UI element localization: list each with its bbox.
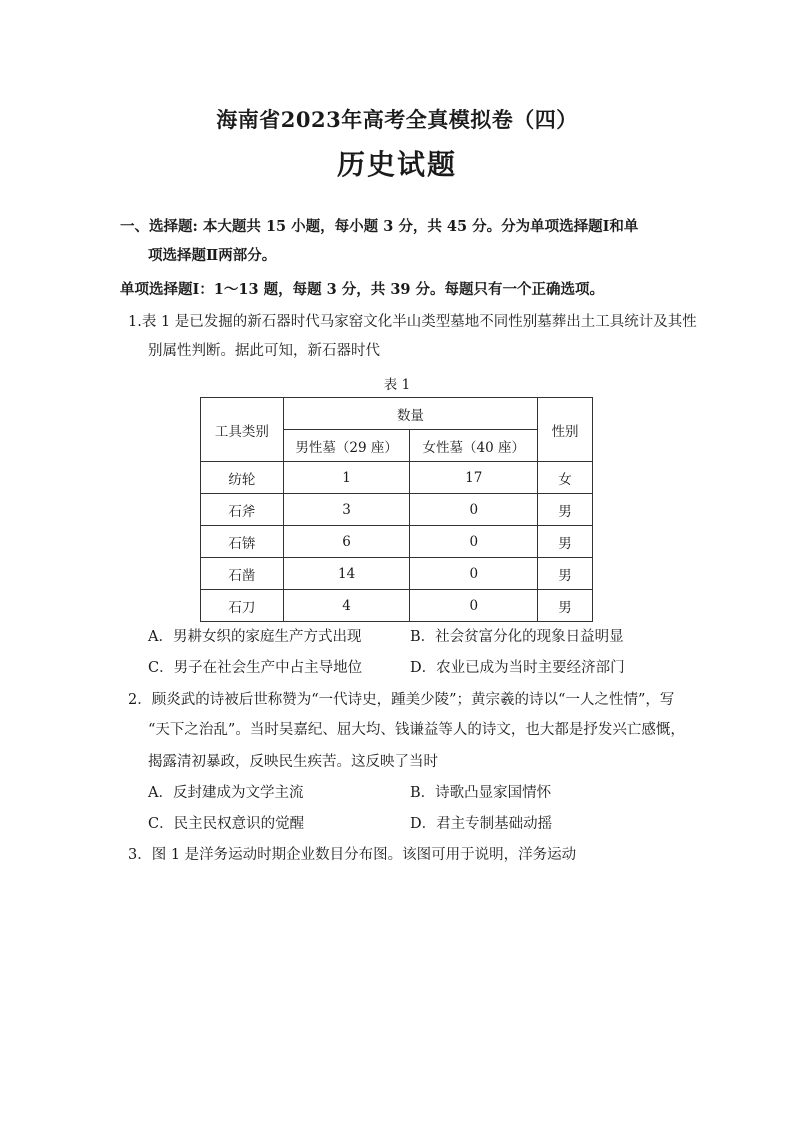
table-row xyxy=(201,462,593,494)
cell-tool: 纺轮 xyxy=(201,462,284,494)
header-tool-type: 工具类别 xyxy=(201,398,284,462)
table-header-row xyxy=(201,398,593,430)
exam-subject-title: 历史试题 xyxy=(336,148,457,181)
cell-male: 14 xyxy=(283,558,410,590)
q2-stem-line1: 2．顾炎武的诗被后世称赞为“一代诗史，踵美少陵”；黄宗羲的诗以“一人之性情”，写 xyxy=(128,692,675,708)
cell-female: 0 xyxy=(410,494,538,526)
header-male-tombs: 男性墓（29 座） xyxy=(283,430,410,462)
cell-tool: 石凿 xyxy=(201,558,284,590)
table-row xyxy=(201,526,593,558)
q1-stem-line2: 别属性判断。据此可知，新石器时代 xyxy=(148,343,380,359)
cell-female: 0 xyxy=(410,526,538,558)
table-row xyxy=(201,494,593,526)
section-heading-line2: 项选择题Ⅱ两部分。 xyxy=(148,247,277,264)
q1-option-d[interactable]: D．农业已成为当时主要经济部门 xyxy=(410,660,625,676)
cell-male: 3 xyxy=(283,494,410,526)
q2-option-c[interactable]: C．民主民权意识的觉醒 xyxy=(148,816,305,832)
header-quantity: 数量 xyxy=(283,398,537,430)
part1-instruction: 单项选择题Ⅰ：1～13 题，每题 3 分，共 39 分。每题只有一个正确选项。 xyxy=(120,281,605,298)
cell-female: 17 xyxy=(410,462,538,494)
q2-stem-line2: “天下之治乱”。当时吴嘉纪、屈大均、钱谦益等人的诗文，也大都是抒发兴亡感慨， xyxy=(148,722,685,738)
cell-tool: 石刀 xyxy=(201,590,284,622)
header-gender: 性别 xyxy=(538,398,593,462)
cell-female: 0 xyxy=(410,590,538,622)
q1-option-a[interactable]: A．男耕女织的家庭生产方式出现 xyxy=(148,629,362,645)
cell-gender: 男 xyxy=(538,558,593,590)
q1-option-c[interactable]: C．男子在社会生产中占主导地位 xyxy=(148,660,363,676)
exam-title: 海南省2023年高考全真模拟卷（四） xyxy=(216,107,578,132)
cell-gender: 男 xyxy=(538,590,593,622)
cell-gender: 男 xyxy=(538,526,593,558)
q2-option-a[interactable]: A．反封建成为文学主流 xyxy=(148,785,304,801)
table-row xyxy=(201,558,593,590)
cell-tool: 石斧 xyxy=(201,494,284,526)
q2-option-d[interactable]: D．君主专制基础动摇 xyxy=(410,816,553,832)
q2-option-b[interactable]: B．诗歌凸显家国情怀 xyxy=(410,785,552,801)
cell-male: 4 xyxy=(283,590,410,622)
header-female-tombs: 女性墓（40 座） xyxy=(410,430,538,462)
cell-female: 0 xyxy=(410,558,538,590)
q2-stem-line3: 揭露清初暴政，反映民生疾苦。这反映了当时 xyxy=(148,754,438,770)
table-caption: 表 1 xyxy=(383,377,411,393)
cell-male: 6 xyxy=(283,526,410,558)
tool-statistics-table xyxy=(200,397,593,622)
q1-option-b[interactable]: B．社会贫富分化的现象日益明显 xyxy=(410,629,624,645)
cell-male: 1 xyxy=(283,462,410,494)
q3-stem-line1: 3．图 1 是洋务运动时期企业数目分布图。该图可用于说明，洋务运动 xyxy=(128,847,577,863)
q1-stem-line1: 1.表 1 是已发掘的新石器时代马家窑文化半山类型墓地不同性别墓葬出土工具统计及其性 xyxy=(128,314,697,330)
cell-tool: 石锛 xyxy=(201,526,284,558)
section-heading-line1: 一、选择题: 本大题共 15 小题，每小题 3 分，共 45 分。分为单项选择题Ⅰ和单 xyxy=(120,218,639,235)
cell-gender: 男 xyxy=(538,494,593,526)
table-row xyxy=(201,590,593,622)
cell-gender: 女 xyxy=(538,462,593,494)
